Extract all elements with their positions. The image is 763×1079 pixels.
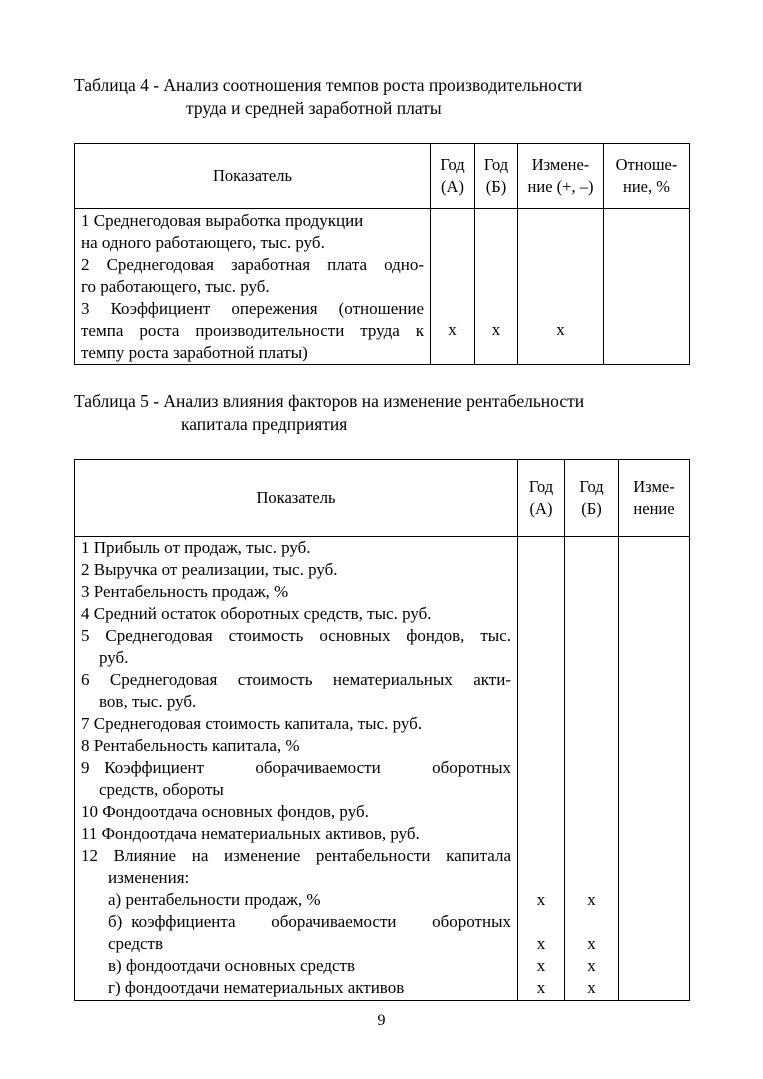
table5-x-mark: х [587, 934, 596, 953]
table5 [74, 459, 690, 1001]
table5-row-text: 11 Фондоотдача нематериальных активов, руб. [81, 824, 420, 843]
table4 [74, 143, 690, 365]
table5-row-text: средств, обороты [99, 780, 224, 799]
table5-caption-line2: капитала предприятия [181, 414, 348, 434]
table4-indicator-cell [75, 209, 431, 365]
table5-year-b-cell [565, 537, 619, 1001]
table5-row-text: б) коэффициента оборачиваемости оборотных [108, 912, 511, 931]
table4-row-text: темпа роста производительности труда к [81, 321, 424, 340]
table4-header-year-a: Год (А) [431, 144, 475, 209]
table5-row-text: г) фондоотдачи нематериальных активов [108, 978, 405, 997]
table4-row-text: го работающего, тыс. руб. [81, 277, 270, 296]
table4-year-b-cell [475, 209, 518, 365]
table5-x-mark: х [536, 956, 546, 975]
table4-header-row [75, 144, 690, 209]
table4-caption [74, 74, 582, 120]
table5-x-mark: х [536, 934, 546, 953]
table4-row-text: 2 Среднегодовая заработная плата одно- [81, 255, 424, 274]
table5-row-text: 8 Рентабельность капитала, % [81, 736, 300, 755]
table4-caption-line1: Таблица 4 - Анализ соотношения темпов роста производительности [74, 75, 583, 95]
table5-row-text: 10 Фондоотдача основных фондов, руб. [81, 802, 369, 821]
table5-row-text: 3 Рентабельность продаж, % [81, 582, 289, 601]
page-number: 9 [377, 1012, 386, 1029]
table5-row-text: а) рентабельности продаж, % [108, 890, 321, 909]
table4-row-text: темпу роста заработной платы) [81, 343, 308, 362]
table5-header-indicator: Показатель [75, 460, 518, 537]
table4-x-mark: х [556, 320, 565, 339]
table4-header-year-b: Год (Б) [475, 144, 518, 209]
table4-row-text: на одного работающего, тыс. руб. [81, 233, 325, 252]
table5-row-text: 4 Средний остаток оборотных средств, тыс. руб. [81, 604, 432, 623]
table5-row-text: изменения: [108, 868, 190, 887]
table5-row-text: 1 Прибыль от продаж, тыс. руб. [81, 538, 311, 557]
table5-year-a-cell [518, 537, 565, 1001]
table4-x-mark: х [491, 320, 501, 339]
table5-caption [74, 390, 584, 436]
table5-header-year-b: Год (Б) [565, 460, 619, 537]
table4-change-cell [518, 209, 604, 365]
table5-row-text: вов, тыс. руб. [99, 692, 197, 711]
table5-header-change: Изме- нение [619, 460, 690, 537]
table4-year-a-cell [431, 209, 475, 365]
table5-change-cell [619, 537, 690, 1001]
table4-row-text: 1 Среднегодовая выработка продукции [81, 211, 364, 230]
table4-caption-line2: труда и средней заработной платы [186, 98, 442, 118]
table5-x-mark: х [536, 978, 546, 997]
table4-header-ratio: Отноше- ние, % [604, 144, 690, 209]
table5-row-text: 9 Коэффициент оборачиваемости оборотных [81, 758, 511, 777]
table4-row-text: 3 Коэффициент опережения (отношение [81, 299, 424, 318]
table5-row-text: средств [108, 934, 164, 953]
table5-row-text: 7 Среднегодовая стоимость капитала, тыс. руб. [81, 714, 423, 733]
table5-row-text: 6 Среднегодовая стоимость нематериальных акти- [81, 670, 511, 689]
table5-caption-line1: Таблица 5 - Анализ влияния факторов на изменение рентабельности [74, 391, 585, 411]
table5-header-row [75, 460, 690, 537]
table5-row-text: 12 Влияние на изменение рентабельности капитала [81, 846, 511, 865]
table5-x-mark: х [536, 890, 546, 909]
table5-indicator-cell [75, 537, 518, 1001]
table5-row-text: в) фондоотдачи основных средств [108, 956, 355, 975]
table5-x-mark: х [587, 956, 596, 975]
table5-row-text: 2 Выручка от реализации, тыс. руб. [81, 560, 338, 579]
table5-header-year-a: Год (А) [518, 460, 565, 537]
table5-x-mark: х [587, 978, 596, 997]
table4-x-mark: х [448, 320, 457, 339]
table5-row-text: руб. [99, 648, 129, 667]
table4-body-row [75, 209, 690, 365]
table4-header-change: Измене- ние (+, –) [518, 144, 604, 209]
table5-body-row [75, 537, 690, 1001]
table4-header-indicator: Показатель [75, 144, 431, 209]
table4-ratio-cell [604, 209, 690, 365]
table5-row-text: 5 Среднегодовая стоимость основных фондов, тыс. [81, 626, 511, 645]
table5-x-mark: х [587, 890, 596, 909]
